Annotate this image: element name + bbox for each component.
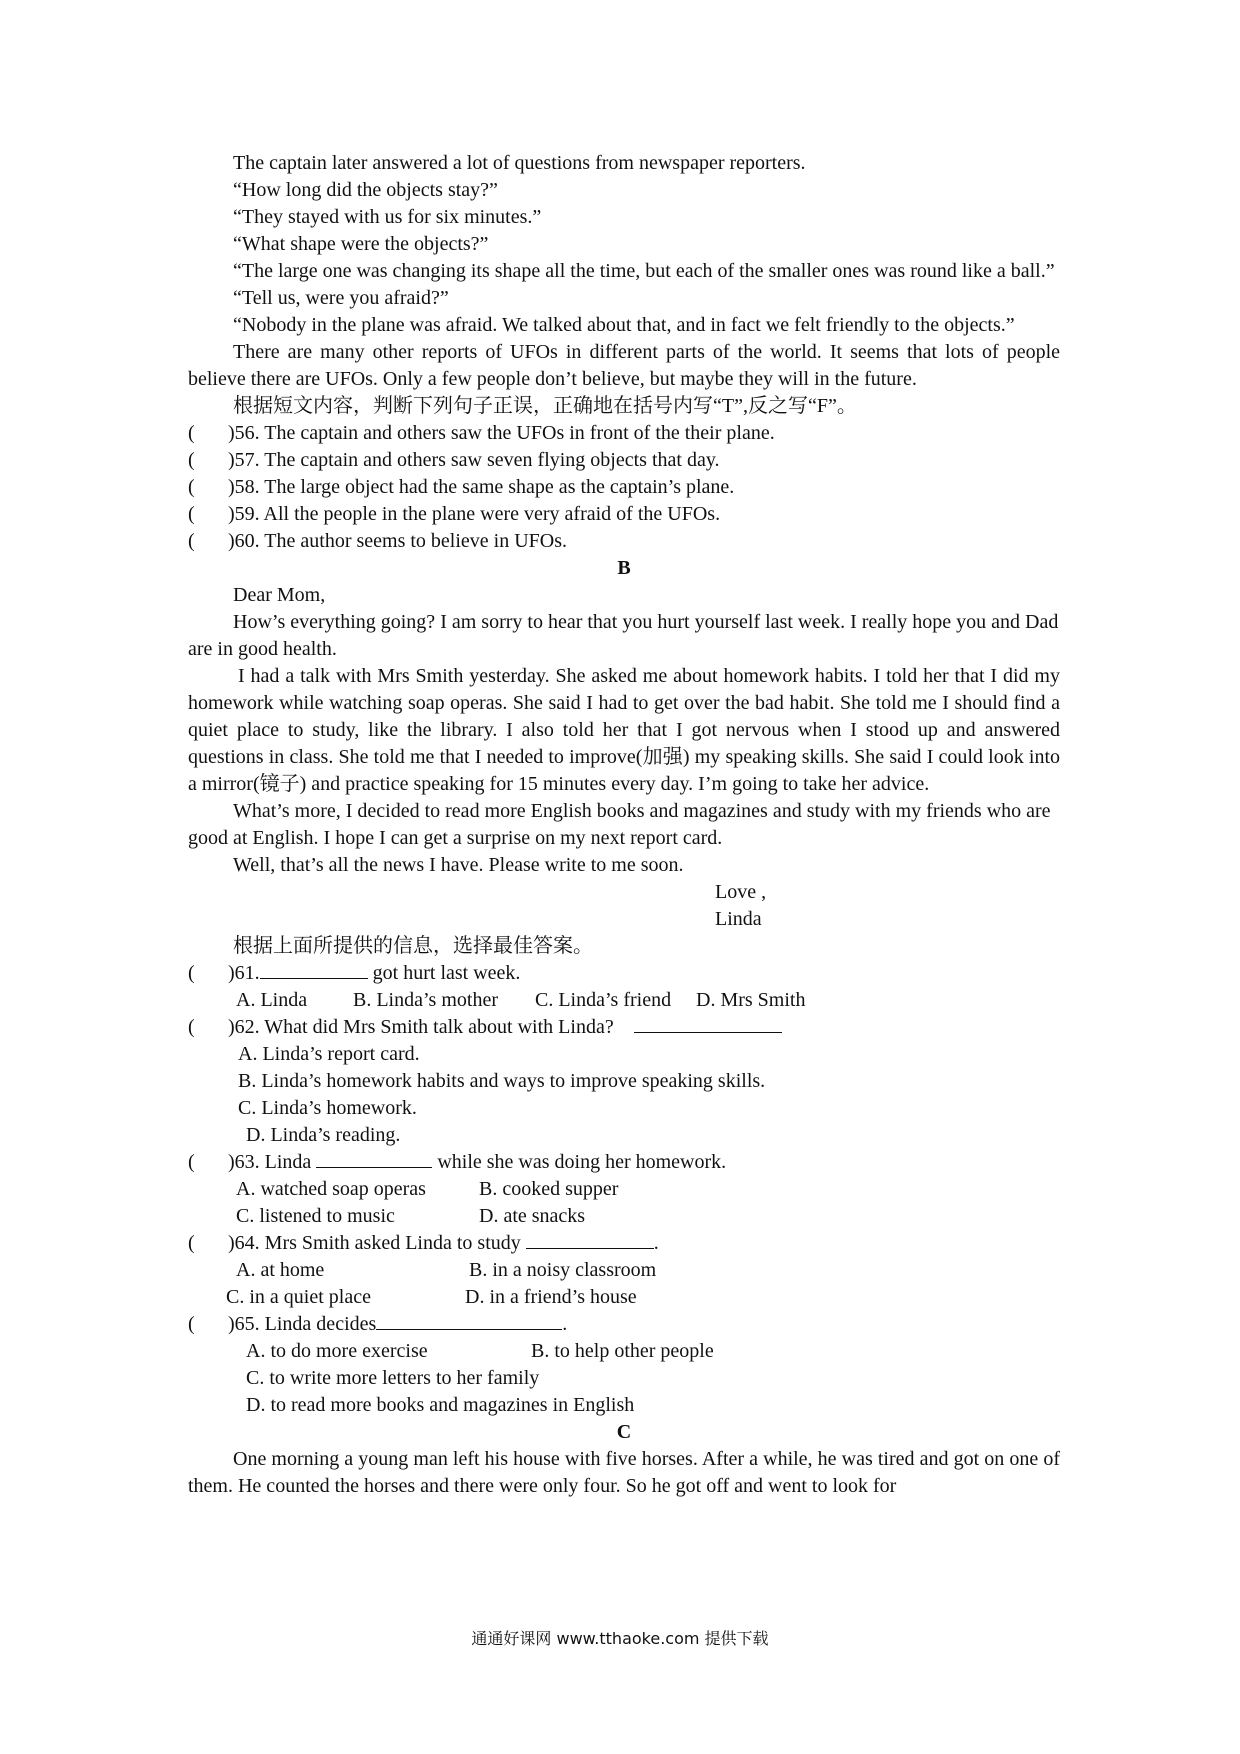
option-d[interactable]: D. to read more books and magazines in English <box>246 1394 635 1416</box>
answer-paren[interactable]: ( <box>188 962 195 984</box>
letter-closing: Love , <box>715 881 767 903</box>
option-row <box>188 987 1060 1014</box>
option-c[interactable]: C. to write more letters to her family <box>246 1367 540 1389</box>
option-a[interactable]: A. watched soap operas <box>236 1178 426 1200</box>
mc-question-62 <box>188 1014 1060 1041</box>
instruction-text: 根据上面所提供的信息，选择最佳答案。 <box>233 935 593 957</box>
letter-paragraph: Well, that’s all the news I have. Please write to me soon. <box>233 854 684 876</box>
tf-question-58 <box>188 474 1060 501</box>
answer-paren[interactable]: ( <box>188 1016 195 1038</box>
question-text: . <box>562 1313 568 1335</box>
question-text: )63. Linda <box>228 1151 317 1173</box>
question-text: got hurt last week. <box>367 962 521 984</box>
answer-blank[interactable] <box>634 1014 782 1033</box>
option-c[interactable]: C. listened to music <box>236 1205 395 1227</box>
instruction-text: 根据短文内容，判断下列句子正误，正确地在括号内写“T”,反之写“F”。 <box>233 395 857 417</box>
answer-paren[interactable]: ( <box>188 1232 195 1254</box>
option-c[interactable]: C. Linda’s homework. <box>238 1097 417 1119</box>
option-row <box>188 1203 1060 1230</box>
option-b[interactable]: B. cooked supper <box>479 1178 619 1200</box>
option-b[interactable]: B. Linda’s mother <box>353 989 498 1011</box>
question-text: . <box>653 1232 659 1254</box>
option-a[interactable]: A. Linda’s report card. <box>238 1043 420 1065</box>
question-text: )64. Mrs Smith asked Linda to study <box>228 1232 526 1254</box>
question-text: )60. The author seems to believe in UFOs. <box>228 530 568 552</box>
option-d[interactable]: D. in a friend’s house <box>465 1286 637 1308</box>
letter-paragraph: How’s everything going? I am sorry to hear that you hurt yourself last week. I really hope you and Dad are in good health. <box>188 611 1059 660</box>
letter-paragraph: What’s more, I decided to read more English books and magazines and study with my friends who are good at English. I hope I can get a surprise on my next report card. <box>188 800 1051 849</box>
answer-paren[interactable]: ( <box>188 1151 195 1173</box>
answer-paren[interactable]: ( <box>188 1313 195 1335</box>
option-b[interactable]: B. to help other people <box>531 1340 714 1362</box>
tf-question-56 <box>188 420 1060 447</box>
option-d[interactable]: D. Mrs Smith <box>696 989 806 1011</box>
answer-paren[interactable]: ( <box>188 422 195 444</box>
answer-blank[interactable] <box>526 1230 654 1249</box>
answer-blank[interactable] <box>260 960 368 979</box>
passage-line: There are many other reports of UFOs in different parts of the world. It seems that lots of people believe there are UFOs. Only a few people don’t believe, but maybe they will in the future. <box>188 341 1060 390</box>
tf-question-59 <box>188 501 1060 528</box>
question-text: )57. The captain and others saw seven flying objects that day. <box>228 449 720 471</box>
letter-signature: Linda <box>715 908 762 930</box>
option-row <box>188 1338 1060 1365</box>
question-text: )62. What did Mrs Smith talk about with Linda? <box>228 1016 614 1038</box>
option-a[interactable]: A. at home <box>236 1259 325 1281</box>
tf-question-57 <box>188 447 1060 474</box>
option-d[interactable]: D. ate snacks <box>479 1205 586 1227</box>
option-row <box>188 1176 1060 1203</box>
letter-greeting: Dear Mom, <box>233 584 326 606</box>
section-heading-c: C <box>616 1421 632 1443</box>
answer-paren[interactable]: ( <box>188 449 195 471</box>
question-text: )61. <box>228 962 260 984</box>
letter-paragraph: I had a talk with Mrs Smith yesterday. She asked me about homework habits. I told her that I did my homework while watching soap operas. She said I had to get over the bad habit. She told me I should find a quiet place to study, like the library. I also told her that I got nervous when I stood up and answered questions in class. She told me that I needed to improve(加强) my speaking skills. She said I could look into a mirror(镜子) and practice speaking for 15 minutes every day. I’m going to take her advice. <box>188 665 1060 795</box>
mc-question-65 <box>188 1311 1060 1338</box>
passage-line: “Tell us, were you afraid?” <box>233 287 449 309</box>
answer-blank[interactable] <box>316 1149 432 1168</box>
answer-paren[interactable]: ( <box>188 476 195 498</box>
passage-line: “How long did the objects stay?” <box>233 179 498 201</box>
question-text: )59. All the people in the plane were very afraid of the UFOs. <box>228 503 721 525</box>
option-a[interactable]: A. Linda <box>236 989 308 1011</box>
mc-question-64 <box>188 1230 1060 1257</box>
answer-blank[interactable] <box>376 1311 562 1330</box>
option-row <box>188 1284 1060 1311</box>
passage-line: The captain later answered a lot of questions from newspaper reporters. <box>233 152 806 174</box>
option-c[interactable]: C. in a quiet place <box>226 1286 371 1308</box>
question-text: )56. The captain and others saw the UFOs in front of the their plane. <box>228 422 775 444</box>
option-row <box>188 1257 1060 1284</box>
page-footer: 通通好课网 www.tthaoke.com 提供下载 <box>471 1629 769 1648</box>
mc-question-63 <box>188 1149 1060 1176</box>
option-b[interactable]: B. Linda’s homework habits and ways to improve speaking skills. <box>238 1070 766 1092</box>
passage-line: “The large one was changing its shape all the time, but each of the smaller ones was round like a ball.” <box>233 260 1055 282</box>
option-d[interactable]: D. Linda’s reading. <box>246 1124 401 1146</box>
passage-line: “They stayed with us for six minutes.” <box>233 206 542 228</box>
option-b[interactable]: B. in a noisy classroom <box>469 1259 657 1281</box>
question-text: )65. Linda decides <box>228 1313 377 1335</box>
answer-paren[interactable]: ( <box>188 503 195 525</box>
document-page <box>188 150 1060 1500</box>
passage-line: “What shape were the objects?” <box>233 233 489 255</box>
answer-paren[interactable]: ( <box>188 530 195 552</box>
option-a[interactable]: A. to do more exercise <box>246 1340 428 1362</box>
tf-question-60 <box>188 528 1060 555</box>
question-text: )58. The large object had the same shape as the captain’s plane. <box>228 476 735 498</box>
option-c[interactable]: C. Linda’s friend <box>535 989 672 1011</box>
passage-paragraph: One morning a young man left his house with five horses. After a while, he was tired and got on one of them. He counted the horses and there were only four. So he got off and went to look for <box>188 1448 1060 1497</box>
section-heading-b: B <box>617 557 631 579</box>
question-text: while she was doing her homework. <box>432 1151 727 1173</box>
mc-question-61 <box>188 960 1060 987</box>
passage-line: “Nobody in the plane was afraid. We talked about that, and in fact we felt friendly to the objects.” <box>233 314 1015 336</box>
